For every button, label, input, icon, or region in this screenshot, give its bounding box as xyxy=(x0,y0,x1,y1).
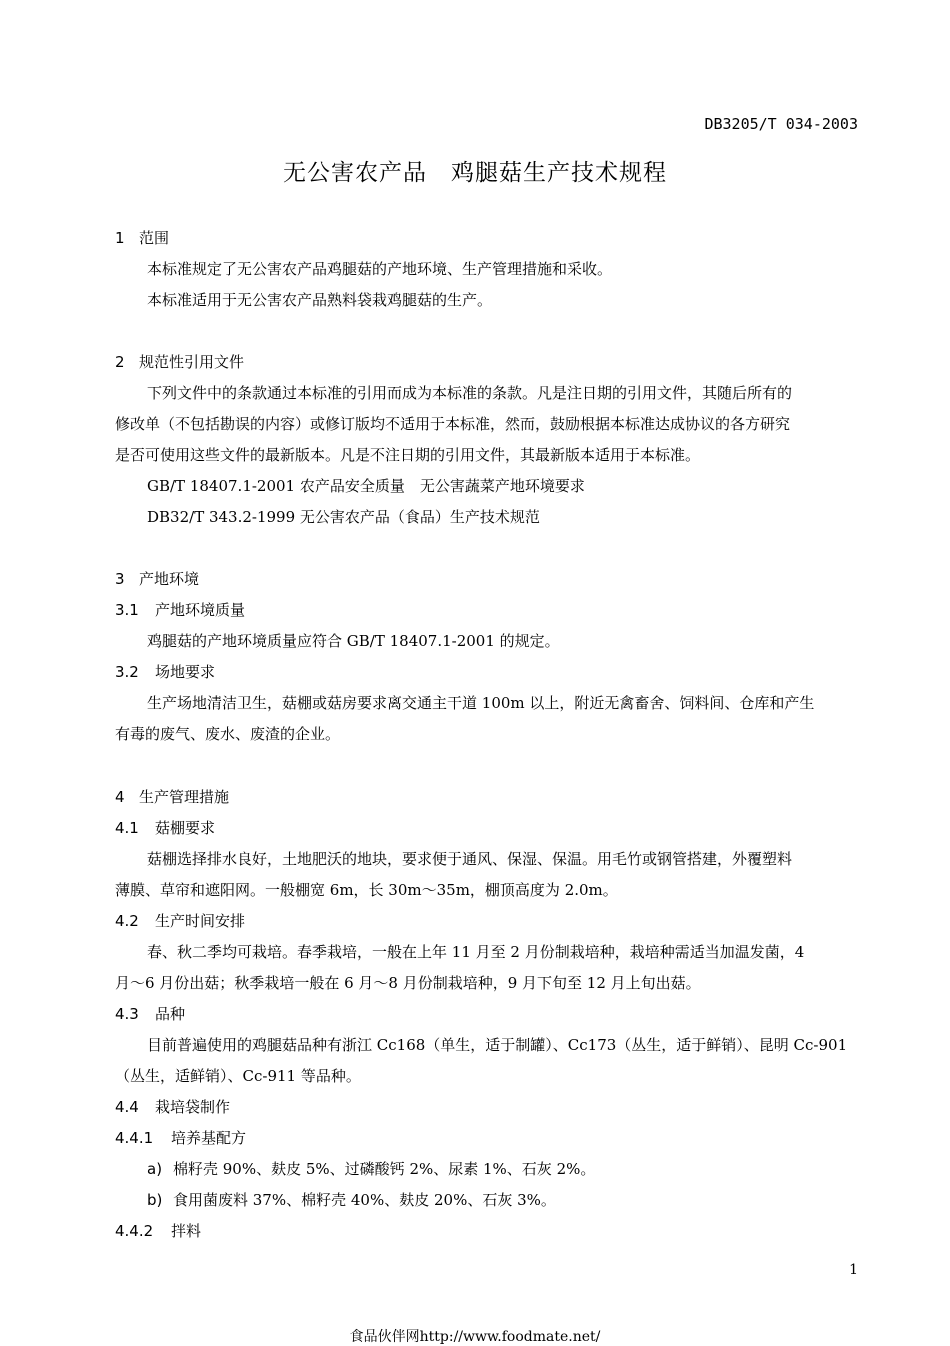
document-title xyxy=(0,154,950,187)
paragraph-line: 生产场地清洁卫生，菇棚或菇房要求离交通主干道 100m 以上，附近无禽畜舍、饲料间、仓库和产生 xyxy=(147,694,815,712)
subsection-4-3-heading xyxy=(115,1003,185,1024)
subsection-title: 产地环境质量 xyxy=(155,601,246,619)
paragraph-line: 下列文件中的条款通过本标准的引用而成为本标准的条款。凡是注日期的引用文件，其随后所有的 xyxy=(147,384,793,402)
list-item xyxy=(147,1189,556,1210)
subsection-number: 4.3 xyxy=(115,1005,139,1023)
subsection-3-1-heading xyxy=(115,599,245,620)
paragraph-line: 月～6 月份出菇；秋季栽培一般在 6 月～8 月份制栽培种，9 月下旬至 12 月上旬出菇。 xyxy=(115,974,701,992)
title-part-2: 鸡腿菇生产技术规程 xyxy=(451,160,667,186)
list-marker: b) xyxy=(147,1191,163,1209)
section-3-heading xyxy=(115,568,199,589)
section-number: 4 xyxy=(115,788,125,806)
subsection-number: 4.4.1 xyxy=(115,1129,154,1147)
paragraph-line: 修改单（不包括勘误的内容）或修订版均不适用于本标准，然而，鼓励根据本标准达成协议的各方研究 xyxy=(115,415,791,433)
page-number: 1 xyxy=(849,1262,858,1278)
paragraph-line: 有毒的废气、废水、废渣的企业。 xyxy=(115,725,341,743)
subsection-4-1-heading xyxy=(115,817,215,838)
section-title: 生产管理措施 xyxy=(139,788,230,806)
paragraph: 本标准适用于无公害农产品熟料袋栽鸡腿菇的生产。 xyxy=(147,291,493,309)
subsection-number: 4.2 xyxy=(115,912,139,930)
subsection-4-4-1-heading xyxy=(115,1127,246,1148)
section-4-heading xyxy=(115,786,229,807)
subsection-number: 3.2 xyxy=(115,663,139,681)
subsection-title: 场地要求 xyxy=(155,663,216,681)
paragraph-line: 目前普遍使用的鸡腿菇品种有浙江 Cc168（单生，适于制罐）、Cc173（丛生，适于鲜销）、昆明 Cc-901 xyxy=(147,1036,848,1054)
section-title: 规范性引用文件 xyxy=(139,353,245,371)
list-item-text: 棉籽壳 90%、麸皮 5%、过磷酸钙 2%、尿素 1%、石灰 2%。 xyxy=(173,1160,596,1178)
subsection-title: 菇棚要求 xyxy=(155,819,216,837)
paragraph-line: 春、秋二季均可栽培。春季栽培，一般在上年 11 月至 2 月份制栽培种，栽培种需适当加温发菌，4 xyxy=(147,943,805,961)
subsection-4-2-heading xyxy=(115,910,245,931)
subsection-4-4-2-heading xyxy=(115,1220,201,1241)
section-1-heading xyxy=(115,227,169,248)
standard-code: DB3205/T 034-2003 xyxy=(704,115,858,133)
subsection-number: 4.4 xyxy=(115,1098,139,1116)
list-item-text: 食用菌废料 37%、棉籽壳 40%、麸皮 20%、石灰 3%。 xyxy=(173,1191,556,1209)
title-part-1: 无公害农产品 xyxy=(283,160,427,186)
subsection-title: 拌料 xyxy=(171,1222,202,1240)
section-title: 范围 xyxy=(139,229,170,247)
section-number: 2 xyxy=(115,353,125,371)
section-title: 产地环境 xyxy=(139,570,200,588)
subsection-number: 4.4.2 xyxy=(115,1222,154,1240)
section-number: 1 xyxy=(115,229,125,247)
subsection-number: 3.1 xyxy=(115,601,139,619)
subsection-title: 品种 xyxy=(155,1005,186,1023)
footer-source: 食品伙伴网http://www.foodmate.net/ xyxy=(349,1329,601,1345)
paragraph-line: 菇棚选择排水良好，土地肥沃的地块，要求便于通风、保湿、保温。用毛竹或钢管搭建，外覆塑料 xyxy=(147,850,793,868)
subsection-4-4-heading xyxy=(115,1096,230,1117)
paragraph-line: 是否可使用这些文件的最新版本。凡是不注日期的引用文件，其最新版本适用于本标准。 xyxy=(115,446,701,464)
subsection-title: 培养基配方 xyxy=(171,1129,247,1147)
paragraph-line: 薄膜、草帘和遮阳网。一般棚宽 6m，长 30m～35m，棚顶高度为 2.0m。 xyxy=(115,881,618,899)
list-item xyxy=(147,1158,595,1179)
list-marker: a) xyxy=(147,1160,163,1178)
subsection-title: 生产时间安排 xyxy=(155,912,246,930)
paragraph: 鸡腿菇的产地环境质量应符合 GB/T 18407.1-2001 的规定。 xyxy=(147,632,560,650)
section-2-heading xyxy=(115,351,244,372)
subsection-title: 栽培袋制作 xyxy=(155,1098,231,1116)
section-number: 3 xyxy=(115,570,125,588)
subsection-number: 4.1 xyxy=(115,819,139,837)
subsection-3-2-heading xyxy=(115,661,215,682)
reference-item: DB32/T 343.2-1999 无公害农产品（食品）生产技术规范 xyxy=(147,508,540,526)
reference-item: GB/T 18407.1-2001 农产品安全质量 无公害蔬菜产地环境要求 xyxy=(147,477,585,495)
paragraph-line: （丛生，适鲜销）、Cc-911 等品种。 xyxy=(115,1067,361,1085)
paragraph: 本标准规定了无公害农产品鸡腿菇的产地环境、生产管理措施和采收。 xyxy=(147,260,613,278)
